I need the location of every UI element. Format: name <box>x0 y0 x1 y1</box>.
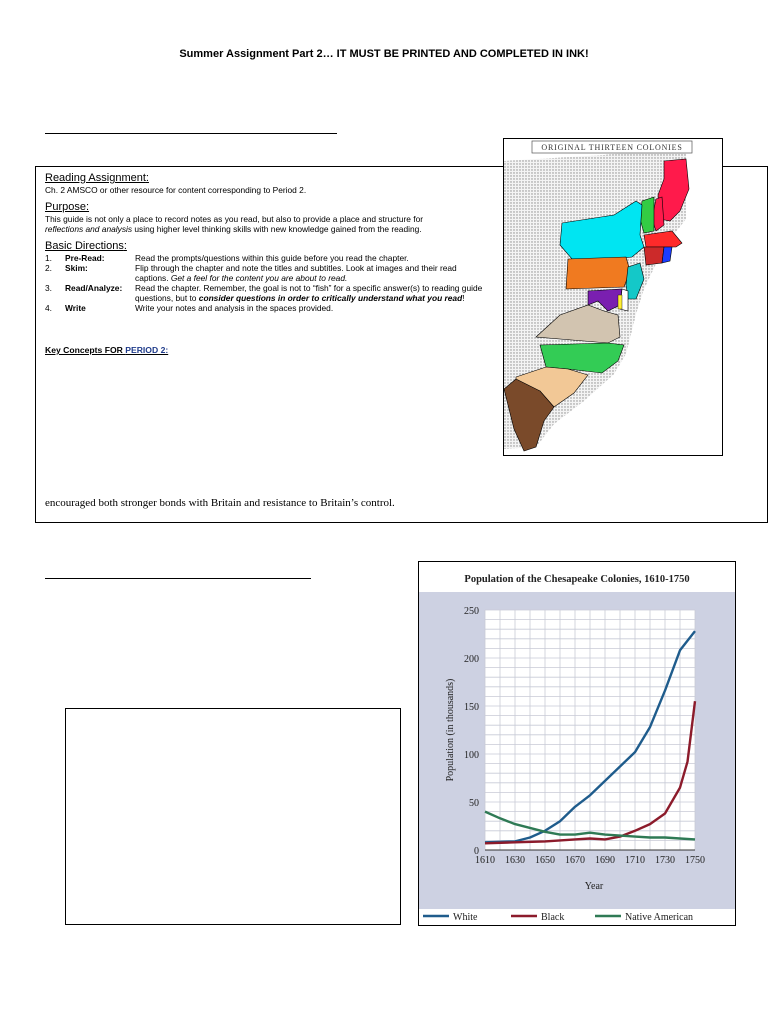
y-tick-label: 0 <box>474 846 479 857</box>
y-tick-label: 250 <box>464 606 479 617</box>
x-tick-label: 1750 <box>685 855 705 866</box>
notes-box <box>65 708 401 925</box>
legend-label: Native American <box>625 912 694 923</box>
reading-assignment-text: Ch. 2 AMSCO or other resource for content corresponding to Period 2. <box>45 185 307 195</box>
blank-line <box>45 578 311 579</box>
delaware-yellow-region <box>618 295 622 309</box>
x-tick-label: 1730 <box>655 855 675 866</box>
x-tick-label: 1650 <box>535 855 555 866</box>
direction-item: 4. Write Write your notes and analysis in the spaces provided. <box>45 303 334 313</box>
key-concept-text: encouraged both stronger bonds with Britain and resistance to Britain’s control. <box>45 497 395 509</box>
heading-colon: : <box>123 240 127 252</box>
x-tick-label: 1630 <box>505 855 525 866</box>
x-tick-label: 1670 <box>565 855 585 866</box>
basic-directions-heading: Basic Directions: <box>45 240 127 252</box>
x-axis-label: Year <box>584 881 604 892</box>
y-tick-label: 100 <box>464 750 479 761</box>
directions-list <box>45 253 485 313</box>
blank-line <box>45 133 337 134</box>
x-tick-label: 1690 <box>595 855 615 866</box>
y-tick-label: 200 <box>464 654 479 665</box>
pennsylvania-region <box>566 257 630 289</box>
direction-item: 3. Read/Analyze: Read the chapter. Remember, the goal is not to “fish” for a specific answer(s) to reading guide questions, but to consider questions in order to critically understand what you read! <box>45 283 483 303</box>
legend-label: Black <box>541 912 565 923</box>
heading-colon: : <box>145 172 149 184</box>
chart-title: Population of the Chesapeake Colonies, 1610-1750 <box>464 574 690 585</box>
x-tick-label: 1610 <box>475 855 495 866</box>
chesapeake-population-chart <box>418 561 736 926</box>
reading-assignment-content <box>45 172 485 355</box>
chart-svg <box>419 562 735 925</box>
y-axis-label: Population (in thousands) <box>445 678 456 782</box>
y-tick-label: 50 <box>469 798 479 809</box>
x-tick-label: 1710 <box>625 855 645 866</box>
y-tick-label: 150 <box>464 702 479 713</box>
thirteen-colonies-map <box>503 138 723 456</box>
legend-label: White <box>453 912 478 923</box>
page-title: Summer Assignment Part 2… IT MUST BE PRINTED AND COMPLETED IN INK! <box>179 48 589 60</box>
chart-legend <box>423 912 693 923</box>
direction-item: 2. Skim: Flip through the chapter and note the titles and subtitles. Look at images and their read captions. Get a feel for the content you are about to read. <box>45 263 457 283</box>
heading-colon: : <box>85 201 90 213</box>
map-title: ORIGINAL THIRTEEN COLONIES <box>541 143 683 152</box>
key-concepts-heading: Key Concepts FOR PERIOD 2: <box>45 345 169 355</box>
reading-assignment-heading: Reading Assignment: <box>45 172 149 184</box>
purpose-text: This guide is not only a place to record notes as you read, but also to provide a place and structure for reflections and analysis using higher level thinking skills with new knowledge gained from the reading. <box>45 214 424 234</box>
map-svg <box>504 139 722 455</box>
rhode-island-region <box>662 247 672 263</box>
direction-item: 1. Pre-Read: Read the prompts/questions within this guide before you read the chapter. <box>45 253 409 263</box>
connecticut-region <box>644 247 664 265</box>
purpose-heading: Purpose: <box>45 201 90 213</box>
